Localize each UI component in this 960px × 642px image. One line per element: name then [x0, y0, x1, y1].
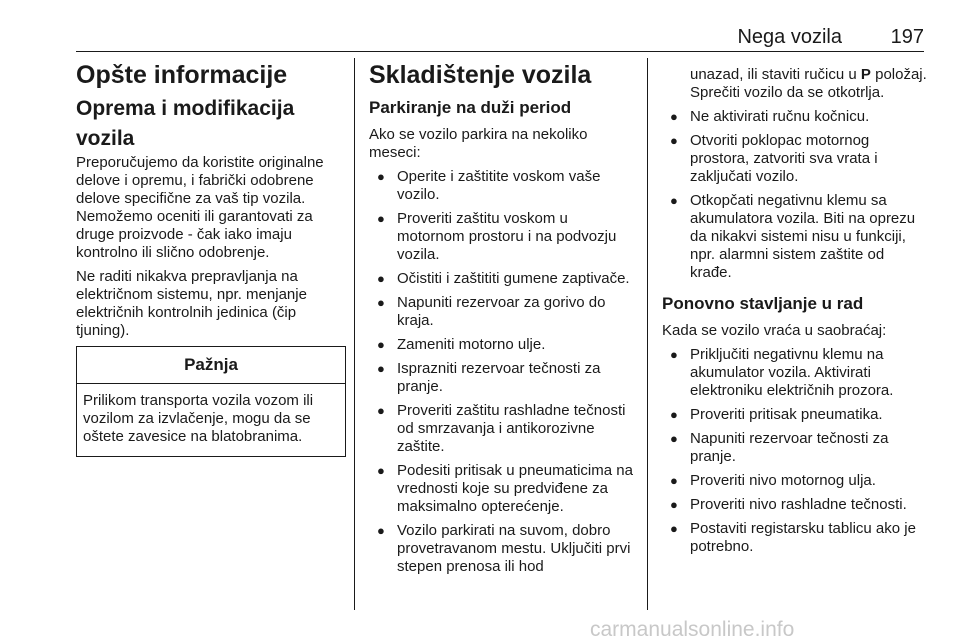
- caution-title: Pažnja: [77, 347, 345, 384]
- column-divider: [647, 58, 648, 610]
- paragraph: Kada se vozilo vraća u saobraćaj:: [662, 322, 887, 339]
- list-item: ● Proveriti nivo rashladne tečnosti.: [670, 496, 907, 513]
- storage-list-continued: [662, 108, 930, 282]
- bullet-icon: ●: [670, 521, 678, 536]
- list-item: ● Napuniti rezervoar tečnosti za pranje.: [670, 430, 889, 465]
- heading-return-to-service: Ponovno stavljanje u rad: [662, 294, 864, 313]
- list-item: ● Ne aktivirati ručnu kočnicu.: [670, 108, 870, 125]
- list-item: ● Zameniti motorno ulje.: [377, 336, 546, 353]
- column-divider: [354, 58, 355, 610]
- list-item: ● Postaviti registarsku tablicu ako je potrebno.: [670, 520, 916, 555]
- bullet-icon: ●: [377, 463, 385, 478]
- bullet-icon: ●: [377, 295, 385, 310]
- bullet-icon: ●: [670, 431, 678, 446]
- list-item: ● Proveriti pritisak pneumatika.: [670, 406, 883, 423]
- bullet-icon: ●: [670, 347, 678, 362]
- section-title: Nega vozila: [737, 26, 842, 48]
- page-number: 197: [890, 26, 924, 48]
- list-item: ● Operite i zaštitite voskom vaše vozilo.: [377, 168, 601, 203]
- list-item: ● Proveriti zaštitu rashladne tečnosti od smrzavanja i antikorozivne zaštite.: [377, 402, 626, 455]
- heading-long-parking: Parkiranje na duži period: [369, 98, 572, 117]
- list-item: ● Očistiti i zaštititi gumene zaptivače.: [377, 270, 630, 287]
- bullet-icon: ●: [377, 361, 385, 376]
- bullet-icon: ●: [377, 169, 385, 184]
- bullet-icon: ●: [377, 337, 385, 352]
- list-item: ● Napuniti rezervoar za gorivo do kraja.: [377, 294, 606, 329]
- caution-box: [76, 346, 346, 457]
- list-item: ● Podesiti pritisak u pneumaticima na vrednosti koje su predviđene za maksimalno opterećenje.: [377, 462, 633, 515]
- bullet-icon: ●: [670, 473, 678, 488]
- page-header: [76, 26, 924, 52]
- list-item: ● Vozilo parkirati na suvom, dobro provetravanom mestu. Uključiti prvi stepen prenosa ili hod: [377, 522, 631, 575]
- list-continuation: unazad, ili staviti ručicu u P položaj. Sprečiti vozilo da se otkotrlja.: [690, 66, 927, 101]
- header-rule: [76, 51, 924, 52]
- list-item: ● Proveriti nivo motornog ulja.: [670, 472, 876, 489]
- bullet-icon: ●: [670, 133, 678, 148]
- list-item: ● Proveriti zaštitu voskom u motornom prostoru i na podvozju vozila.: [377, 210, 617, 263]
- column-storage-continued: [662, 66, 930, 562]
- paragraph: Ne raditi nikakva prepravljanja na električnom sistemu, npr. menjanje električnih kontrolnih jedinica (čip tjuning).: [76, 268, 307, 339]
- caution-text: Prilikom transporta vozila vozom ili vozilom za izvlačenje, mogu da se oštete zavesice na blatobranima.: [83, 392, 314, 445]
- bullet-icon: ●: [670, 193, 678, 208]
- bullet-icon: ●: [377, 403, 385, 418]
- heading-equipment: Oprema i modifikacija vozila: [76, 97, 295, 150]
- list-item: ● Otkopčati negativnu klemu sa akumulatora vozila. Biti na oprezu da nikakvi sistemi nisu u funkciji, npr. alarmni sistem zaštite od krađe.: [670, 192, 916, 281]
- bullet-icon: ●: [377, 271, 385, 286]
- column-storage: [369, 58, 637, 582]
- list-item: ● Isprazniti rezervoar tečnosti za pranje.: [377, 360, 601, 395]
- heading-storage: Skladištenje vozila: [369, 61, 592, 89]
- list-item: ● Priključiti negativnu klemu na akumulator vozila. Aktivirati elektroniku električnih prozora.: [670, 346, 894, 399]
- return-list: [662, 346, 930, 556]
- bullet-icon: ●: [377, 211, 385, 226]
- bullet-icon: ●: [670, 497, 678, 512]
- paragraph: Ako se vozilo parkira na nekoliko meseci:: [369, 126, 588, 161]
- watermark: carmanualsonline.info: [590, 618, 795, 641]
- bullet-icon: ●: [377, 523, 385, 538]
- storage-list: [369, 168, 637, 576]
- column-general-info: [76, 58, 346, 457]
- bullet-icon: ●: [670, 109, 678, 124]
- paragraph: Preporučujemo da koristite originalne delove i opremu, i fabrički odobrene delove specifične za vaš tip vozila. Nemožemo oceniti ili garantovati za druge proizvode - čak iako imaju kontrolno ili slično odobrenje.: [76, 154, 324, 261]
- heading-general-info: Opšte informacije: [76, 61, 288, 89]
- list-item: ● Otvoriti poklopac motornog prostora, zatvoriti sva vrata i zaključati vozilo.: [670, 132, 878, 185]
- bullet-icon: ●: [670, 407, 678, 422]
